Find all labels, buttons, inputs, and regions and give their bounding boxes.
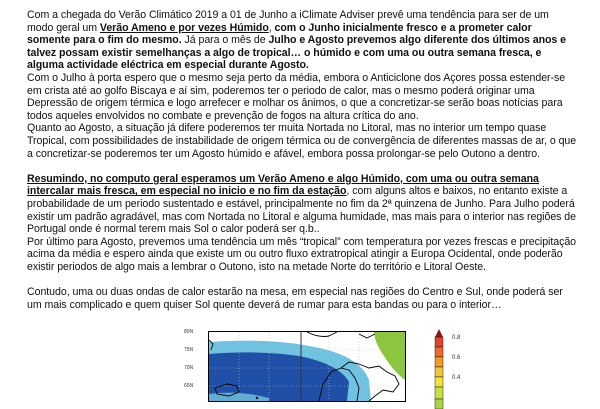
- spacer: [27, 273, 577, 286]
- colorbar-label: 0.6: [452, 355, 461, 361]
- colorbar-segment: [435, 387, 443, 399]
- paragraph-heatwaves: Contudo, uma ou duas ondas de calor estarão na mesa, em especial nas regiões do Centro e Sul, onde poderá ser um mais complicado e quem quiser Sol quente deverá de rumar para esta bandas ou para o interior…: [27, 286, 563, 311]
- colorbar-segment: [435, 357, 443, 367]
- lat-label: 70N: [184, 365, 194, 371]
- text-span: ,: [268, 21, 275, 34]
- lat-label: 65N: [184, 383, 194, 389]
- map-canvas: [209, 332, 405, 401]
- colorbar: [434, 329, 444, 409]
- emphasis-summary: Resumindo, no computo geral esperamos um Verão Ameno e algo Húmido, com uma ou outra semana intercalar mais fresca, em especial no inicio e no fim da estação: [27, 172, 539, 198]
- emphasis-june: com o Junho inicialmente fresco e a prometer calor somente para o fim do mesmo.: [27, 21, 532, 47]
- marker-dot: [256, 397, 258, 399]
- colorbar-segment: [435, 377, 443, 387]
- emphasis-july-august: Julho e Agosto prevemos algo diferente dos últimos anos e talvez possam existir semelhanças a algo de tropical… o húmido e com uma ou outra semana fresca, e alguma actividade eléctrica em especial durante Agosto.: [27, 34, 567, 72]
- colorbar-segment: [435, 399, 443, 409]
- text-span: Com a chegada do Verão Climático 2019 a 01 de Junho a iClimate Adviser prevê uma tendência para ser de um modo geral um: [27, 9, 549, 34]
- colorbar-label: 0.4: [452, 375, 461, 381]
- emphasis-summer-mild: Verão Ameno e por vezes Húmido: [99, 21, 269, 34]
- paragraph-summary: [27, 173, 577, 236]
- lat-label: 75N: [184, 347, 194, 353]
- text-span: , com alguns altos e baixos, no entanto existe a probabilidade de um periodo sustentado e estável, principalmente no fim da 2ª quinzena de Junho. Para Julho poderá existir um padrão agradável, mas com Nortada no Litoral e alguma humidade, mas mais para o interior nas regiões de Portugal onde é normal terem mais Sol o calor poderá ser q.b..: [27, 185, 576, 236]
- paragraph-july: Com o Julho à porta espero que o mesmo seja perto da média, embora o Anticiclone dos Açores possa estender-se em crista até ao golfo Biscaya e aí sim, poderemos ter o periodo de calor, mas o mesmo poderá originar uma Depressão de origem térmica e logo arrefecer e molhar os ânimos, o que a concretizar-se serão boas notícias para todos aqueles envolvidos no combate e prevenção de fogos na altura crítica do ano.: [27, 71, 566, 122]
- paragraph-august-outlook: Por último para Agosto, prevemos uma tendência um mês “tropical” com temperatura por vezes frescas e precipitação acima da média e espero ainda que existe um ou outro fluxo extratropical atingir a Europa Ocidental, onde poderão existir periodos de algo mais a lembrar o Outono, isto na metade Norte do território e Litoral Oeste.: [27, 235, 577, 273]
- colorbar-segment: [435, 367, 443, 377]
- colorbar-label: 0.8: [452, 335, 461, 341]
- paragraph-august: Quanto ao Agosto, a situação já difere poderemos ter muita Nortada no Litoral, mas no interior um tempo quase Tropical, com possibilidades de instabilidade de origem térmica ou de convergência de diferentes massas de ar, o que a concretizar-se poderemos ter um Agosto húmido e afável, embora possa prolongar-se pelo Outono a dentro.: [27, 122, 577, 160]
- paragraph-intro: [27, 9, 577, 72]
- lat-label: 80N: [184, 329, 194, 335]
- document-body: [27, 9, 577, 311]
- spacer: [27, 160, 577, 173]
- colorbar-segment: [435, 337, 443, 347]
- colorbar-arrow: [435, 329, 443, 337]
- text-span: Já para o mês de: [181, 34, 269, 47]
- anomaly-map: [208, 331, 406, 402]
- colorbar-segment: [435, 347, 443, 357]
- forecast-map-figure: [184, 329, 461, 401]
- coastline-greenland-svalbard: [307, 332, 375, 338]
